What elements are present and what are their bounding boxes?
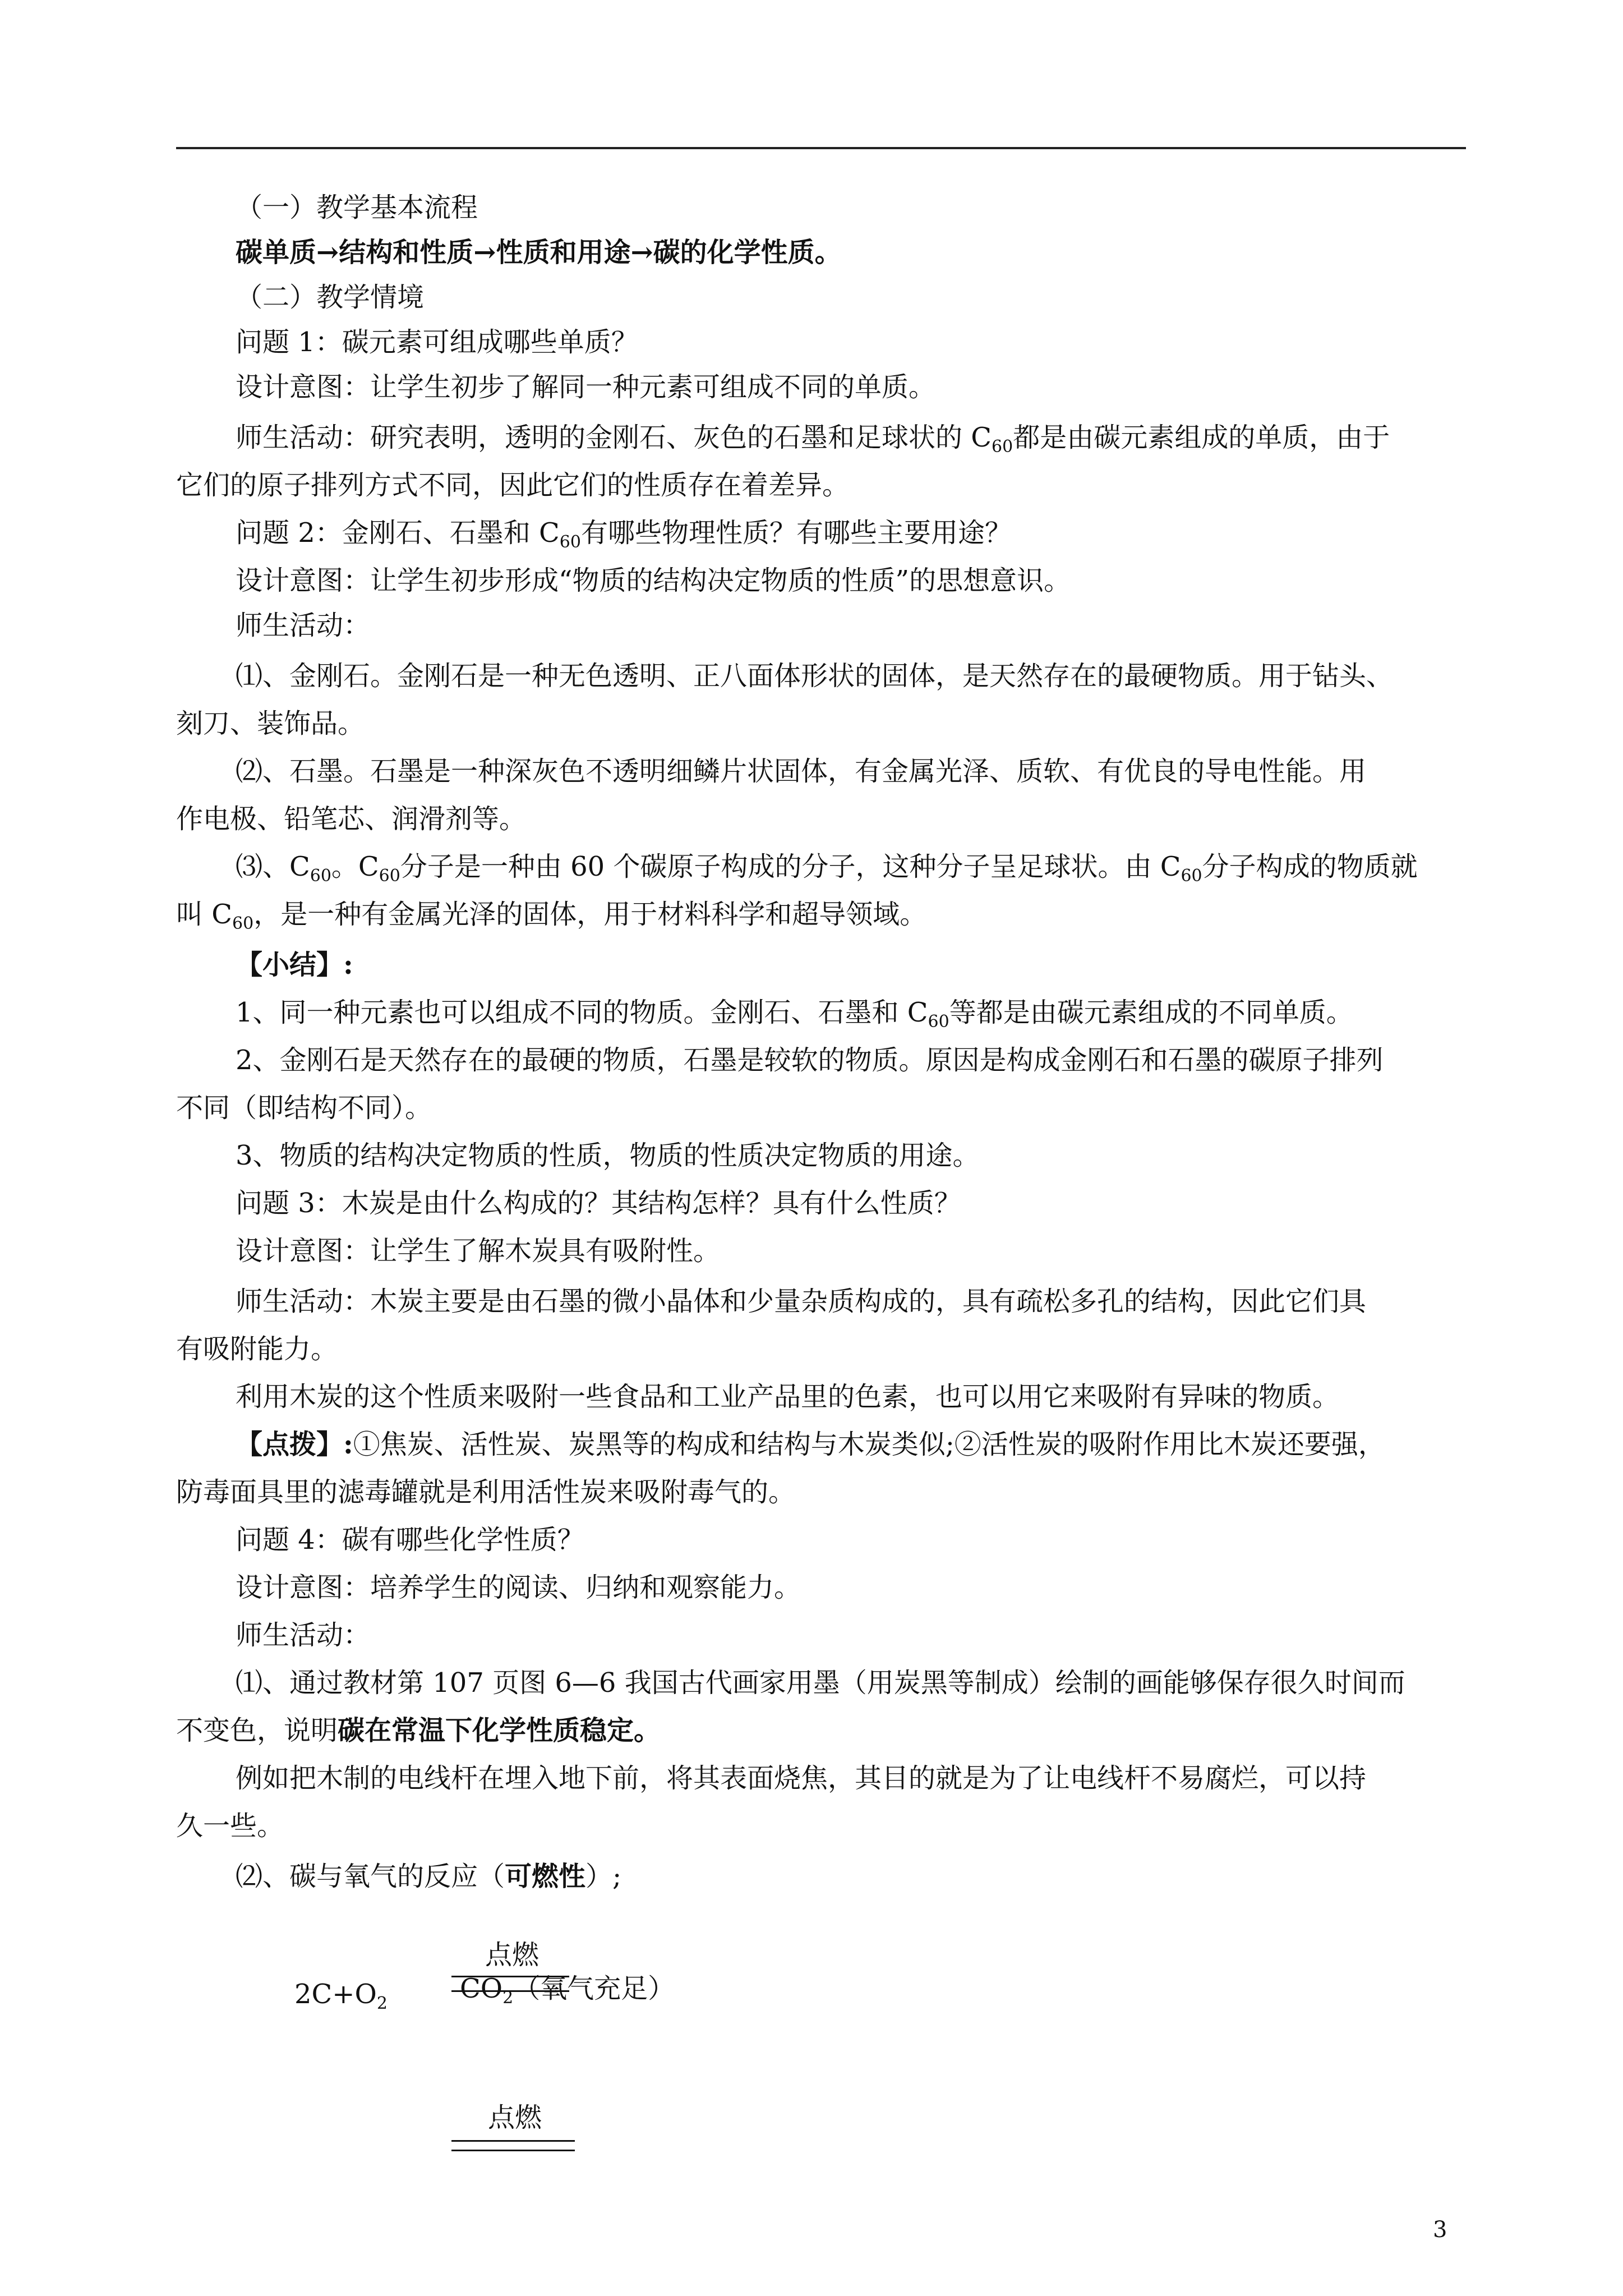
- design-intent-4: 设计意图：培养学生的阅读、归纳和观察能力。: [236, 1572, 801, 1603]
- diamond-line-1: ⑴、金刚石。金刚石是一种无色透明、正八面体形状的固体，是天然存在的最硬物质。用于钻头、: [236, 660, 1394, 692]
- tip-line-1: 【点拨】:①焦炭、活性炭、炭黑等的构成和结构与木炭类似;②活性炭的吸附作用比木炭还要强，: [236, 1429, 1385, 1460]
- page-number: 3: [1433, 2217, 1447, 2243]
- stability-line-2: 不变色，说明碳在常温下化学性质稳定。: [176, 1715, 661, 1746]
- section-heading-2: （二）教学情境: [236, 282, 425, 313]
- summary-3: 3、物质的结构决定物质的性质，物质的性质决定物质的用途。: [236, 1140, 980, 1171]
- question-1: 问题 1：碳元素可组成哪些单质？: [236, 326, 638, 358]
- c60-line-1: ⑶、$C_{60}$。$C_{60}$分子是一种由 60 个碳原子构成的分子，这种分子呈足球状。由 $C_{60}$分子构成的物质就: [236, 851, 1418, 886]
- activity-3-line-1: 师生活动：木炭主要是由石墨的微小晶体和少量杂质构成的，具有疏松多孔的结构，因此它们具: [236, 1286, 1367, 1317]
- equation-1-products: $CO_2$（氧气充足）: [460, 1973, 675, 2008]
- stability-line-1: ⑴、通过教材第 107 页图 6—6 我国古代画家用墨（用炭黑等制成）绘制的画能够保存很久时间而: [236, 1667, 1405, 1699]
- question-4: 问题 4：碳有哪些化学性质？: [236, 1524, 584, 1556]
- equation-2-equals-bottom: [451, 2150, 575, 2151]
- question-2: 问题 2：金刚石、石墨和 $C_{60}$有哪些物理性质？有哪些主要用途？: [236, 517, 1012, 552]
- equation-1-condition: 点燃: [485, 1939, 540, 1971]
- summary-2-line-1: 2、金刚石是天然存在的最硬的物质，石墨是较软的物质。原因是构成金刚石和石墨的碳原子排列: [236, 1045, 1384, 1076]
- summary-2-line-2: 不同（即结构不同）。: [176, 1092, 432, 1124]
- design-intent-3: 设计意图：让学生了解木炭具有吸附性。: [236, 1235, 721, 1267]
- activity-1-line-1: 师生活动：研究表明，透明的金刚石、灰色的石墨和足球状的 $C_{60}$都是由碳元素组成的单质，由于: [236, 422, 1390, 457]
- charcoal-usage: 利用木炭的这个性质来吸附一些食品和工业产品里的色素，也可以用它来吸附有异味的物质。: [236, 1381, 1340, 1412]
- summary-1: 1、同一种元素也可以组成不同的物质。金刚石、石墨和 $C_{60}$等都是由碳元素组成的不同单质。: [236, 997, 1353, 1032]
- summary-heading: 【小结】:: [236, 949, 353, 981]
- graphite-line-1: ⑵、石墨。石墨是一种深灰色不透明细鳞片状固体，有金属光泽、质软、有优良的导电性能。用: [236, 756, 1367, 787]
- question-3: 问题 3：木炭是由什么构成的？其结构怎样？具有什么性质？: [236, 1188, 961, 1219]
- equation-1-equals-bottom: [451, 1990, 569, 1992]
- diamond-line-2: 刻刀、装饰品。: [176, 708, 365, 739]
- activity-3-line-2: 有吸附能力。: [176, 1333, 338, 1365]
- activity-4-label: 师生活动：: [236, 1619, 371, 1651]
- example-line-1: 例如把木制的电线杆在埋入地下前，将其表面烧焦，其目的就是为了让电线杆不易腐烂，可以持: [236, 1763, 1367, 1794]
- graphite-line-2: 作电极、铅笔芯、润滑剂等。: [176, 803, 527, 835]
- equation-2-condition: 点燃: [488, 2102, 542, 2133]
- c60-line-2: 叫 $C_{60}$，是一种有金属光泽的固体，用于材料科学和超导领域。: [176, 899, 927, 933]
- equation-2-equals-top: [451, 2140, 575, 2142]
- header-rule: [176, 147, 1466, 149]
- section-heading-1: （一）教学基本流程: [236, 192, 478, 223]
- design-intent-2: 设计意图：让学生初步形成“物质的结构决定物质的性质”的思想意识。: [236, 565, 1071, 596]
- carbon-oxygen-reaction: ⑵、碳与氧气的反应（可燃性）;: [236, 1861, 622, 1892]
- example-line-2: 久一些。: [176, 1810, 284, 1842]
- teaching-flow: 碳单质→结构和性质→性质和用途→碳的化学性质。: [236, 237, 842, 268]
- equation-1-reactants: $2C+O_2$: [294, 1978, 388, 2013]
- tip-line-2: 防毒面具里的滤毒罐就是利用活性炭来吸附毒气的。: [176, 1476, 796, 1508]
- activity-1-line-2: 它们的原子排列方式不同，因此它们的性质存在着差异。: [176, 470, 850, 501]
- activity-2-label: 师生活动：: [236, 610, 371, 641]
- design-intent-1: 设计意图：让学生初步了解同一种元素可组成不同的单质。: [236, 371, 936, 403]
